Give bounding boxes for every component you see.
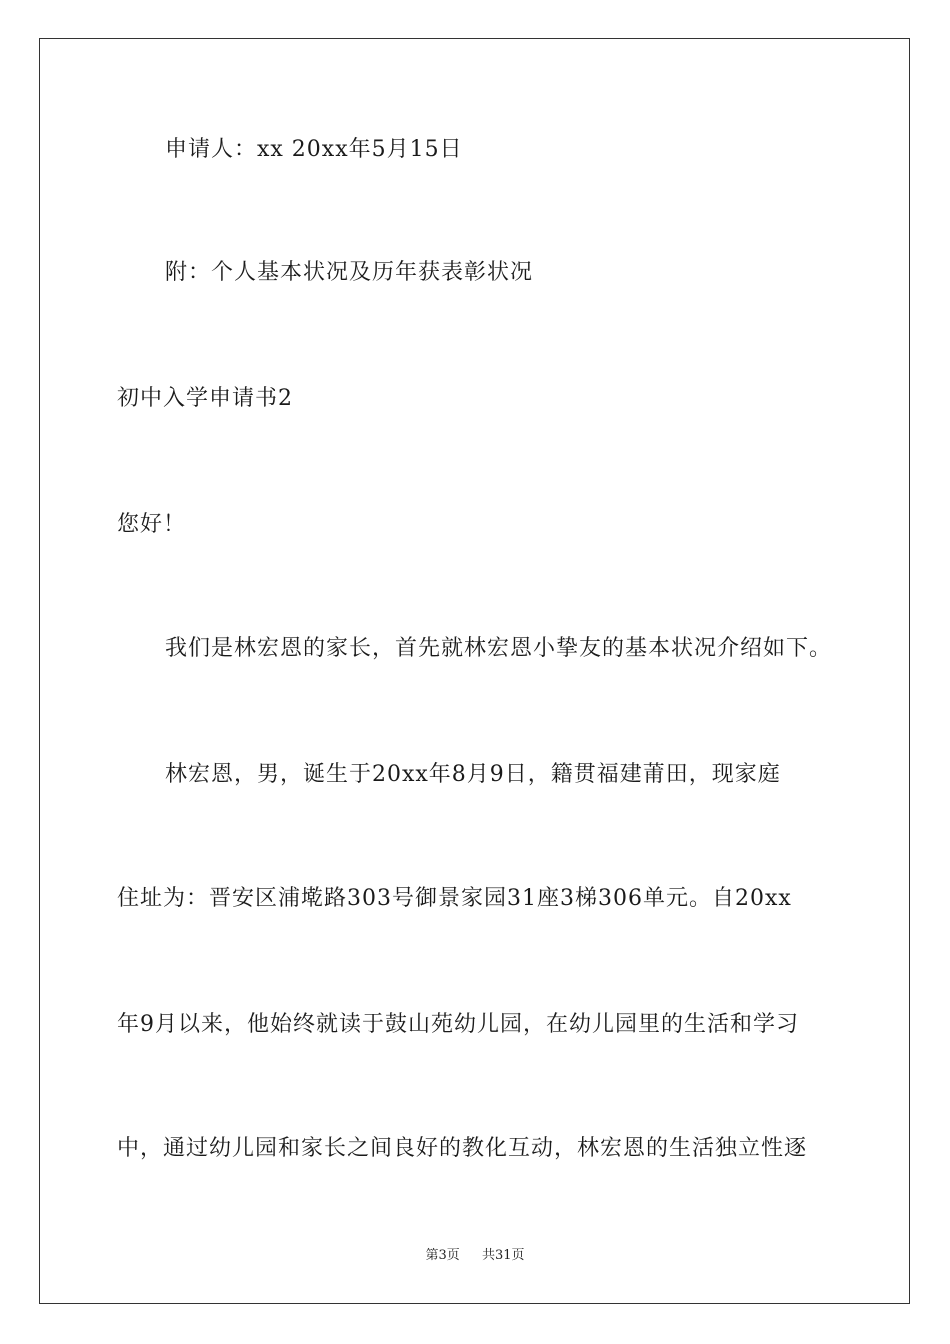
body-paragraph-line: 住址为：晋安区浦墘路303号御景家园31座3梯306单元。自20xx bbox=[117, 886, 792, 911]
body-paragraph-line: 林宏恩，男，诞生于20xx年8月9日，籍贯福建莆田，现家庭 bbox=[165, 762, 781, 787]
page-footer bbox=[0, 1247, 950, 1265]
body-paragraph-line: 年9月以来，他始终就读于鼓山苑幼儿园，在幼儿园里的生活和学习 bbox=[117, 1012, 799, 1037]
page-number: 第3页 bbox=[425, 1248, 460, 1263]
section-title: 初中入学申请书2 bbox=[117, 386, 293, 411]
applicant-signature-line: 申请人：xx 20xx年5月15日 bbox=[165, 137, 463, 162]
total-pages: 共31页 bbox=[482, 1248, 525, 1263]
attachment-note: 附：个人基本状况及历年获表彰状况 bbox=[165, 260, 534, 285]
body-paragraph-line: 中，通过幼儿园和家长之间良好的教化互动，林宏恩的生活独立性逐 bbox=[117, 1136, 808, 1161]
greeting: 您好！ bbox=[117, 512, 187, 537]
body-paragraph-line: 我们是林宏恩的家长，首先就林宏恩小挚友的基本状况介绍如下。 bbox=[165, 636, 833, 661]
page-border bbox=[39, 38, 910, 1304]
